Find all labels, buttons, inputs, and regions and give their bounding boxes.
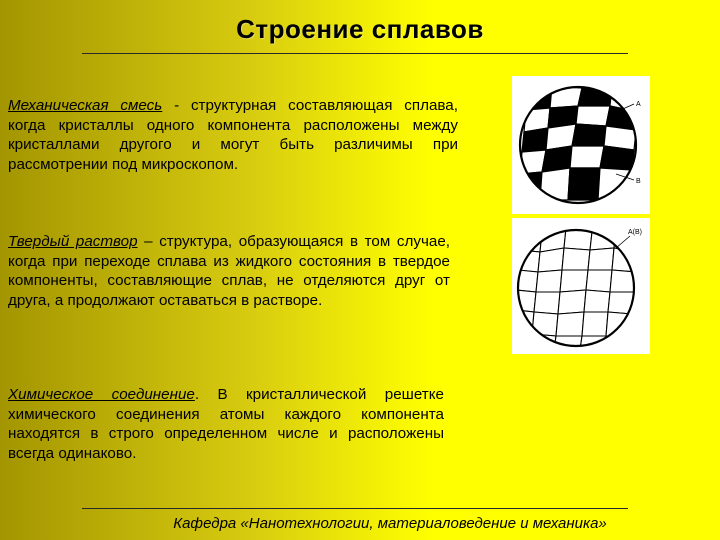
section-chemical-compound xyxy=(8,385,444,463)
term-mechanical-mixture: Механическая смесь xyxy=(8,97,163,114)
term-chemical-compound: Химическое соединение xyxy=(8,386,195,403)
figure-mechanical-mixture xyxy=(512,76,650,214)
text-chemical-compound: . В кристаллической решетке химического соединения атомы каждого компонента находятся в строго определенном числе и расположены всегда одинаково. xyxy=(8,386,444,462)
section-mechanical-mixture xyxy=(8,96,458,174)
footer-divider xyxy=(82,508,628,509)
label-ab: A(B) xyxy=(628,229,642,236)
footer-department: Кафедра «Нанотехнологии, материаловедение и механика» xyxy=(173,515,607,532)
label-a: A xyxy=(636,101,641,108)
solid-solution-diagram xyxy=(512,218,650,354)
section-solid-solution xyxy=(8,232,450,310)
figure-solid-solution xyxy=(512,218,650,354)
label-b: B xyxy=(636,178,641,185)
mechanical-mixture-diagram xyxy=(512,76,650,214)
text-solid-solution: – структура, образующаяся в том случае, когда при переходе сплава из жидкого состояния в твердое компоненты, составляющие сплав, не отделяются друг от друга, а продолжают оставаться в растворе. xyxy=(8,233,450,309)
text-mechanical-mixture: - структурная составляющая сплава, когда кристаллы одного компонента расположены между кристаллами другого и могут быть различимы при рассмотрении под микроскопом. xyxy=(8,97,458,173)
slide-title: Строение сплавов xyxy=(236,14,484,44)
title-divider xyxy=(82,53,628,54)
term-solid-solution: Твердый раствор xyxy=(8,233,138,250)
